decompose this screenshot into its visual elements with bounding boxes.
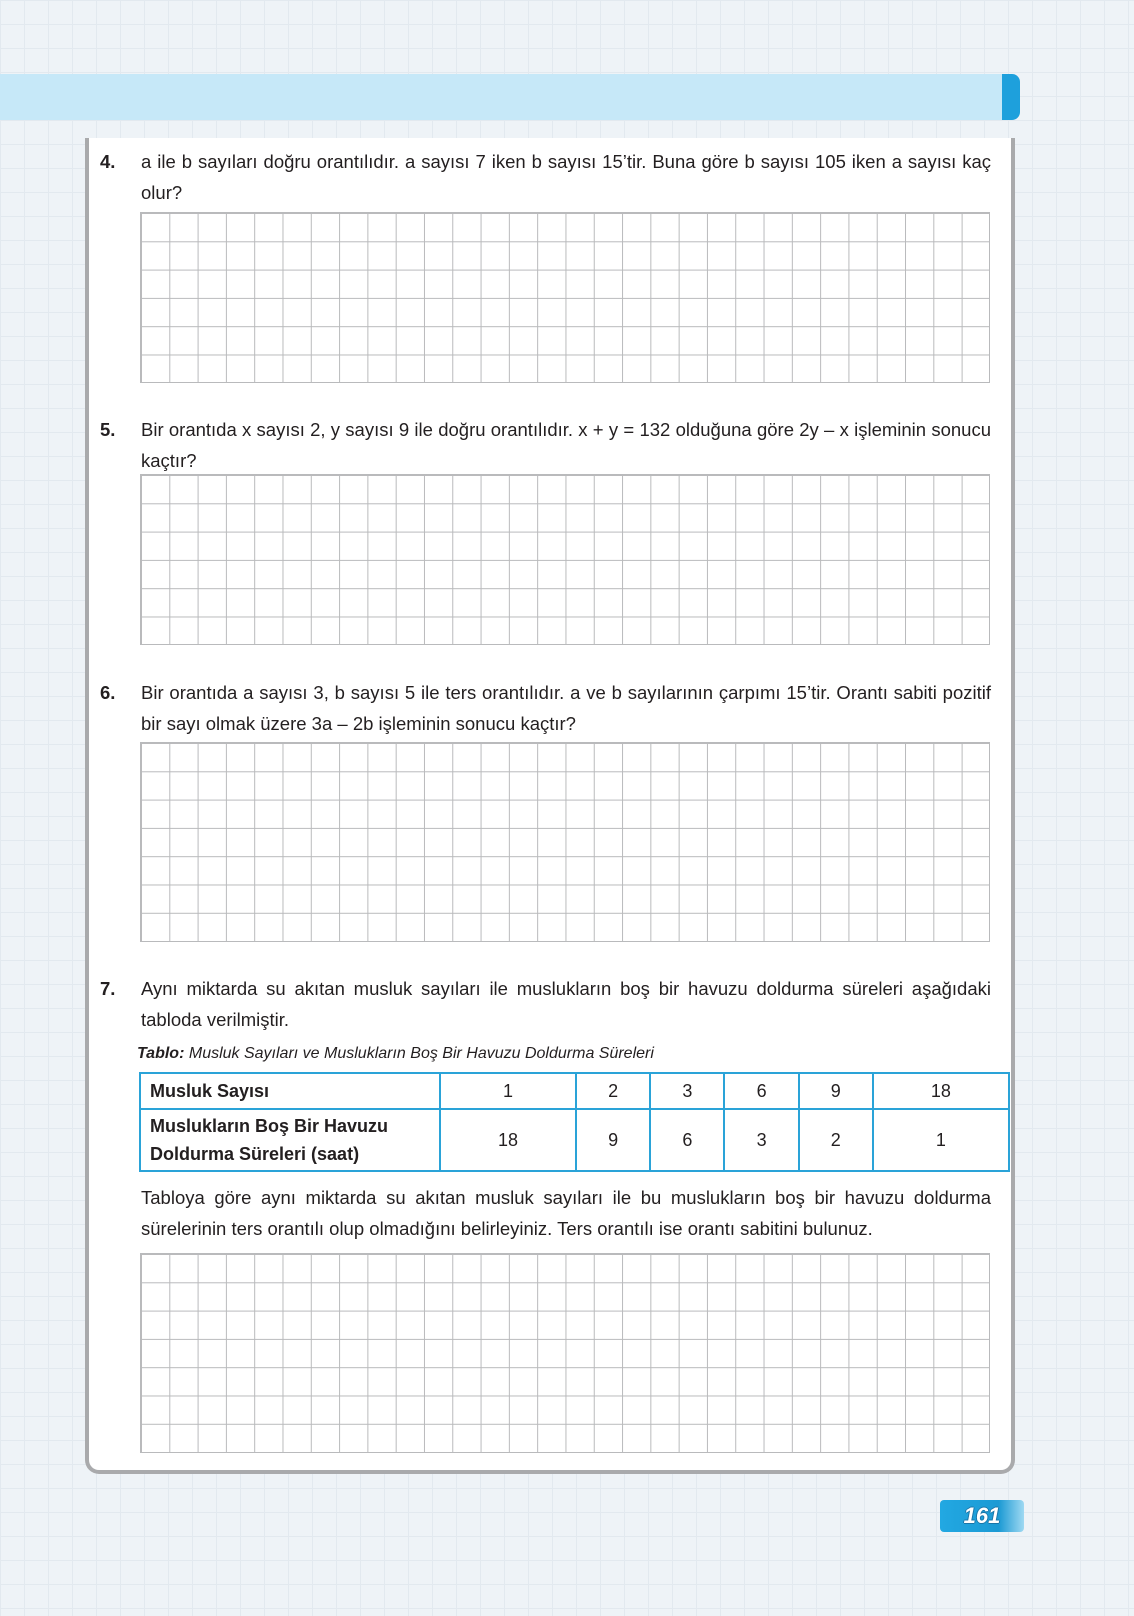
row-header-line: Doldurma Süreleri (saat) bbox=[150, 1144, 360, 1164]
answer-grid-7[interactable] bbox=[140, 1253, 990, 1453]
row-header-faucet-count: Musluk Sayısı bbox=[140, 1073, 440, 1109]
table-cell: 6 bbox=[650, 1109, 724, 1171]
question-7-followup bbox=[100, 1182, 1000, 1244]
table-cell: 3 bbox=[650, 1073, 724, 1109]
table-cell: 3 bbox=[724, 1109, 798, 1171]
table-row bbox=[140, 1073, 1009, 1109]
table-cell: 9 bbox=[576, 1109, 650, 1171]
table-cell: 1 bbox=[873, 1109, 1009, 1171]
row-header-line: Muslukların Boş Bir Havuzu bbox=[150, 1116, 389, 1136]
question-text: a ile b sayıları doğru orantılıdır. a sayısı 7 iken b sayısı 15’tir. Buna göre b sayısı 105 iken a sayısı kaç olur? bbox=[141, 151, 991, 203]
header-tab-marker bbox=[1002, 74, 1020, 120]
table-cell: 2 bbox=[799, 1109, 873, 1171]
page-number: 161 bbox=[940, 1500, 1024, 1532]
question-4 bbox=[100, 146, 1000, 208]
question-number: 5. bbox=[100, 419, 116, 440]
table-caption-label: Tablo: bbox=[137, 1045, 185, 1062]
question-text: Aynı miktarda su akıtan musluk sayıları ile muslukların boş bir havuzu doldurma süreleri aşağıdaki tabloda verilmiştir. bbox=[141, 978, 991, 1030]
table-cell: 2 bbox=[576, 1073, 650, 1109]
table-cell: 18 bbox=[440, 1109, 576, 1171]
question-text: Bir orantıda x sayısı 2, y sayısı 9 ile doğru orantılıdır. x + y = 132 olduğuna göre 2y – x işleminin sonucu kaçtır? bbox=[141, 419, 991, 471]
question-text: Bir orantıda a sayısı 3, b sayısı 5 ile ters orantılıdır. a ve b sayılarının çarpımı 15’tir. Orantı sabiti pozitif bir sayı olmak üzere 3a – 2b işleminin sonucu kaçtır? bbox=[141, 682, 991, 734]
table-cell: 18 bbox=[873, 1073, 1009, 1109]
table-caption bbox=[137, 1045, 654, 1063]
table-cell: 6 bbox=[724, 1073, 798, 1109]
answer-grid-4[interactable] bbox=[140, 212, 990, 383]
table-row bbox=[140, 1109, 1009, 1171]
question-6 bbox=[100, 677, 1000, 739]
question-followup-text: Tabloya göre aynı miktarda su akıtan musluk sayıları ile bu muslukların boş bir havuzu doldurma sürelerinin ters orantılı olup olmadığını belirleyiniz. Ters orantılı ise orantı sabitini bulunuz. bbox=[141, 1187, 991, 1239]
question-number: 6. bbox=[100, 682, 116, 703]
table-cell: 1 bbox=[440, 1073, 576, 1109]
answer-grid-5[interactable] bbox=[140, 474, 990, 645]
faucet-table bbox=[139, 1072, 1010, 1172]
question-5 bbox=[100, 414, 1000, 476]
table-cell: 9 bbox=[799, 1073, 873, 1109]
question-number: 4. bbox=[100, 151, 116, 172]
header-band bbox=[0, 74, 1008, 120]
row-header-fill-time bbox=[140, 1109, 440, 1171]
table-caption-text: Musluk Sayıları ve Muslukların Boş Bir Havuzu Doldurma Süreleri bbox=[188, 1045, 654, 1062]
answer-grid-6[interactable] bbox=[140, 742, 990, 942]
question-7 bbox=[100, 973, 1000, 1035]
question-number: 7. bbox=[100, 978, 116, 999]
